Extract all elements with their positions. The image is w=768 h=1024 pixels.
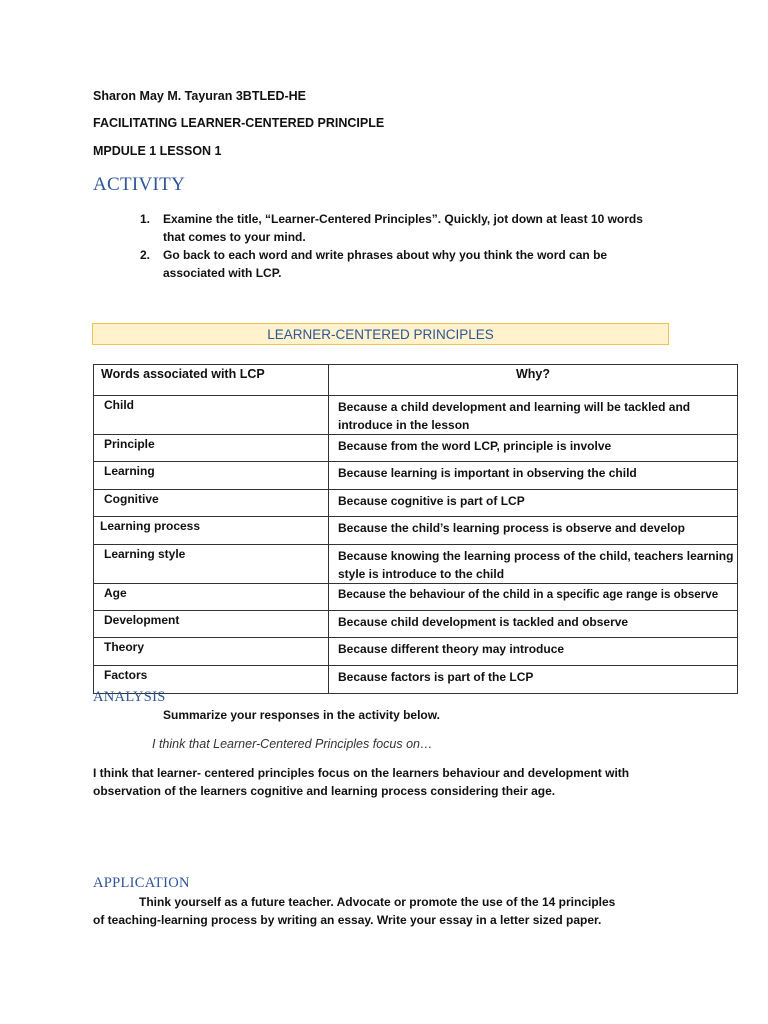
word-cell: Age: [94, 584, 329, 611]
application-text-line1: Think yourself as a future teacher. Advocate or promote the use of the 14 principles: [139, 895, 616, 909]
instruction-item: [140, 246, 640, 282]
instruction-number: 2.: [140, 248, 151, 262]
word-cell: Theory: [94, 638, 329, 666]
why-cell: Because learning is important in observing the child: [329, 462, 738, 490]
table-row: [94, 584, 738, 611]
table-row: [94, 638, 738, 666]
word-cell: Child: [94, 396, 329, 435]
course-line: FACILITATING LEARNER-CENTERED PRINCIPLE: [93, 116, 385, 130]
analysis-prompt: I think that Learner-Centered Principles focus on…: [152, 737, 433, 751]
table-row: [94, 545, 738, 584]
table-row: [94, 490, 738, 517]
why-cell: Because different theory may introduce: [329, 638, 738, 666]
word-cell: Learning style: [94, 545, 329, 584]
why-cell: Because child development is tackled and observe: [329, 611, 738, 638]
column-header-words: Words associated with LCP: [94, 365, 329, 396]
lcp-banner: LEARNER-CENTERED PRINCIPLES: [92, 323, 669, 345]
word-cell: Development: [94, 611, 329, 638]
application-text-line2: of teaching-learning process by writing an essay. Write your essay in a letter sized paper.: [93, 913, 602, 927]
why-cell: Because cognitive is part of LCP: [329, 490, 738, 517]
activity-title: ACTIVITY: [93, 174, 186, 195]
word-cell: Principle: [94, 435, 329, 462]
analysis-answer: I think that learner- centered principles focus on the learners behaviour and development with observation of the learners cognitive and learning process considering their age.: [93, 766, 630, 798]
instruction-text: Examine the title, “Learner-Centered Principles”. Quickly, jot down at least 10 words that comes to your mind.: [163, 212, 643, 244]
table-row: [94, 462, 738, 490]
why-cell: Because knowing the learning process of the child, teachers learning style is introduce to the child: [329, 545, 738, 584]
why-cell: Because a child development and learning will be tackled and introduce in the lesson: [329, 396, 738, 435]
word-cell: Learning process: [94, 517, 329, 545]
why-cell: Because the child’s learning process is observe and develop: [329, 517, 738, 545]
word-cell: Factors: [94, 666, 329, 694]
word-cell: Learning: [94, 462, 329, 490]
table-row: [94, 435, 738, 462]
why-cell: Because from the word LCP, principle is involve: [329, 435, 738, 462]
application-title: APPLICATION: [93, 875, 190, 891]
table-row: [94, 666, 738, 694]
instruction-item: [140, 210, 643, 246]
lcp-table: [93, 364, 738, 694]
module-line: MPDULE 1 LESSON 1: [93, 144, 222, 158]
word-cell: Cognitive: [94, 490, 329, 517]
analysis-instruction: Summarize your responses in the activity below.: [163, 708, 440, 722]
why-cell: Because factors is part of the LCP: [329, 666, 738, 694]
instruction-text: Go back to each word and write phrases about why you think the word can be associated with LCP.: [163, 248, 608, 280]
table-row: [94, 396, 738, 435]
table-row: [94, 611, 738, 638]
table-row: [94, 517, 738, 545]
instruction-number: 1.: [140, 212, 151, 226]
author-line: Sharon May M. Tayuran 3BTLED-HE: [93, 89, 306, 103]
why-cell: Because the behaviour of the child in a specific age range is observe: [329, 584, 738, 611]
analysis-title: ANALYSIS: [93, 689, 166, 705]
table-header-row: [94, 365, 738, 396]
column-header-why: Why?: [329, 365, 738, 396]
